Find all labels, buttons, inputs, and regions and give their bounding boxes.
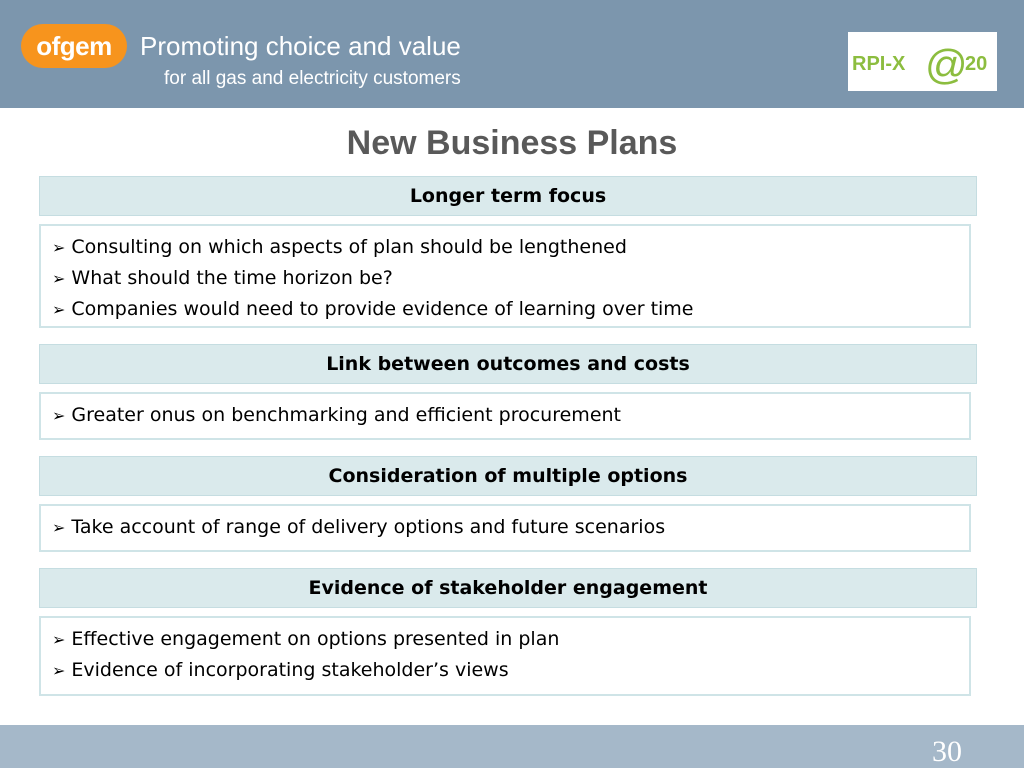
bullet-item xyxy=(41,655,969,686)
slide-footer xyxy=(0,725,1024,768)
section-heading-text: Evidence of stakeholder engagement xyxy=(308,577,708,599)
arrow-bullet-icon: ➢ xyxy=(52,269,66,288)
badge-left-text: RPI-X xyxy=(852,53,906,75)
rpi-x-at-20-badge xyxy=(848,32,997,91)
bullet-text: Evidence of incorporating stakeholder’s views xyxy=(71,659,509,681)
arrow-bullet-icon: ➢ xyxy=(52,518,66,537)
section-heading-stakeholder-engagement xyxy=(39,568,977,608)
bullet-item xyxy=(41,294,969,325)
bullet-text: Consulting on which aspects of plan should be lengthened xyxy=(71,236,627,258)
bullet-item xyxy=(41,512,969,543)
section-body-multiple-options xyxy=(39,504,971,552)
tagline-line-2: for all gas and electricity customers xyxy=(164,68,461,89)
slide-title: New Business Plans xyxy=(346,124,678,162)
bullet-text: Companies would need to provide evidence of learning over time xyxy=(71,298,694,320)
badge-right-text: 20 xyxy=(965,53,988,75)
section-heading-longer-term-focus xyxy=(39,176,977,216)
section-heading-text: Link between outcomes and costs xyxy=(326,353,690,375)
slide-header xyxy=(0,0,1024,108)
arrow-bullet-icon: ➢ xyxy=(52,630,66,649)
bullet-item xyxy=(41,263,969,294)
bullet-item xyxy=(41,232,969,263)
section-body-outcomes-costs xyxy=(39,392,971,440)
arrow-bullet-icon: ➢ xyxy=(52,238,66,257)
badge-at-symbol: @ xyxy=(925,41,968,88)
page-number: 30 xyxy=(932,735,962,768)
section-heading-text: Longer term focus xyxy=(409,185,607,207)
ofgem-logo xyxy=(21,24,127,68)
section-body-stakeholder-engagement xyxy=(39,616,971,696)
bullet-text: Greater onus on benchmarking and efficient procurement xyxy=(71,404,621,426)
bullet-item xyxy=(41,624,969,655)
ofgem-logo-text: ofgem xyxy=(36,30,112,61)
tagline-line-1: Promoting choice and value xyxy=(140,31,461,61)
arrow-bullet-icon: ➢ xyxy=(52,661,66,680)
bullet-text: What should the time horizon be? xyxy=(71,267,393,289)
arrow-bullet-icon: ➢ xyxy=(52,300,66,319)
section-heading-multiple-options xyxy=(39,456,977,496)
bullet-text: Effective engagement on options presented in plan xyxy=(71,628,560,650)
section-body-longer-term-focus xyxy=(39,224,971,328)
section-heading-text: Consideration of multiple options xyxy=(328,465,688,487)
bullet-text: Take account of range of delivery options and future scenarios xyxy=(71,516,666,538)
section-heading-outcomes-costs xyxy=(39,344,977,384)
arrow-bullet-icon: ➢ xyxy=(52,406,66,425)
bullet-item xyxy=(41,400,969,431)
